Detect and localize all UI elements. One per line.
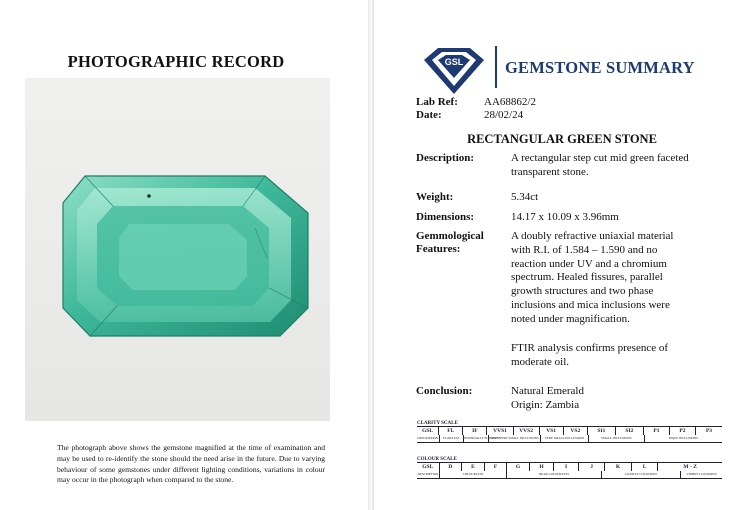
colour-grade: K	[604, 463, 630, 471]
clarity-scale	[417, 421, 722, 443]
clarity-grade: VVS1	[486, 427, 512, 435]
gemmological-label: Gemmological	[416, 230, 484, 242]
colour-grade: L	[631, 463, 657, 471]
clarity-desc: SMALL INCLUSIONS	[588, 435, 644, 442]
clarity-grade: P2	[669, 427, 695, 435]
colour-grades-row	[417, 462, 722, 471]
colour-grade: I	[553, 463, 578, 471]
clarity-grade: VS1	[539, 427, 563, 435]
clarity-grade: VS2	[563, 427, 587, 435]
colour-scale	[417, 457, 722, 479]
clarity-desc: DESCRIPTION	[417, 436, 439, 440]
colour-grade: GSL	[422, 464, 434, 470]
description-label: Description:	[416, 152, 475, 164]
conclusion-origin: Origin: Zambia	[511, 399, 580, 411]
colour-desc: DESCRIPTION	[417, 472, 439, 476]
clarity-grade: P3	[695, 427, 722, 435]
logo-divider	[495, 46, 497, 88]
colour-desc: NEAR COLOURLESS	[506, 471, 601, 478]
colour-desc: VISIBLY COLOURED	[680, 471, 722, 478]
clarity-grade: FL	[438, 427, 462, 435]
colour-desc: COLOURLESS	[439, 471, 506, 478]
photographic-record-title: PHOTOGRAPHIC RECORD	[67, 52, 285, 71]
colour-grade: F	[484, 463, 507, 471]
clarity-grade: GSL	[422, 428, 434, 434]
clarity-desc-row	[417, 435, 722, 443]
date-label: Date:	[416, 109, 442, 121]
dimensions-value: 14.17 x 10.09 x 3.96mm	[511, 211, 619, 223]
conclusion-species: Natural Emerald	[511, 385, 584, 397]
colour-grade: M - Z	[657, 463, 722, 471]
clarity-grade: P1	[643, 427, 669, 435]
clarity-grades-row	[417, 426, 722, 435]
clarity-scale-title: CLARITY SCALE	[417, 421, 458, 426]
weight-label: Weight:	[416, 191, 454, 203]
description-value: A rectangular step cut mid green faceted transparent stone.	[511, 152, 689, 178]
colour-grade: E	[461, 463, 484, 471]
gsl-diamond-logo-icon	[418, 44, 490, 96]
ftir-value: FTIR analysis confirms presence of moderate oil.	[511, 342, 669, 368]
clarity-grade: SI2	[615, 427, 643, 435]
clarity-desc: PIQUE INCLUSIONS	[644, 435, 722, 442]
stone-heading: RECTANGULAR GREEN STONE	[467, 132, 657, 146]
logo-text: GSL	[444, 57, 464, 67]
clarity-desc: INTERNALLY FLAWLESS	[464, 436, 501, 440]
dimensions-label: Dimensions:	[416, 211, 475, 223]
weight-value: 5.34ct	[511, 191, 539, 203]
clarity-desc: FLAWLESS	[439, 435, 463, 442]
clarity-grade: SI1	[587, 427, 615, 435]
colour-scale-title: COLOUR SCALE	[417, 457, 457, 462]
conclusion-label: Conclusion:	[416, 385, 473, 397]
features-label: Features:	[416, 243, 461, 255]
clarity-grade: IF	[462, 427, 486, 435]
colour-grade: D	[439, 463, 462, 471]
colour-grade: J	[578, 463, 604, 471]
photo-note: The photograph above shows the gemstone magnified at the time of examination and may be used to re-identify the stone should the need arise in the future. Due to varying behaviour of some gemstones under different lighting conditions, variations in colour may occur in the photograph when compared to the stone.	[57, 443, 325, 485]
photographic-record-panel	[0, 0, 368, 510]
colour-grade: G	[506, 463, 529, 471]
features-value: A doubly refractive uniaxial material with R.I. of 1.584 – 1.590 and no reaction under UV and a chromium spectrum. Healed fissures, parallel growth structures and two phase inclusions and mica inclusions were noted under magnification.	[511, 230, 674, 325]
summary-title: GEMSTONE SUMMARY	[505, 58, 695, 77]
lab-ref-label: Lab Ref:	[416, 96, 458, 108]
gemstone-summary-panel	[374, 0, 750, 510]
colour-grade: H	[529, 463, 554, 471]
colour-desc-row	[417, 471, 722, 479]
emerald-image	[25, 78, 330, 421]
gemstone-photo	[25, 78, 330, 421]
clarity-grade: VVS2	[513, 427, 539, 435]
date-value: 28/02/24	[484, 109, 524, 121]
lab-ref-value: AA68862/2	[484, 96, 536, 108]
clarity-desc: VERY VERY SMALL INCLUSIONS	[488, 435, 540, 442]
colour-desc: LIGHTLY COLOURED	[601, 471, 680, 478]
clarity-desc: VERY SMALL INCLUSIONS	[540, 435, 588, 442]
